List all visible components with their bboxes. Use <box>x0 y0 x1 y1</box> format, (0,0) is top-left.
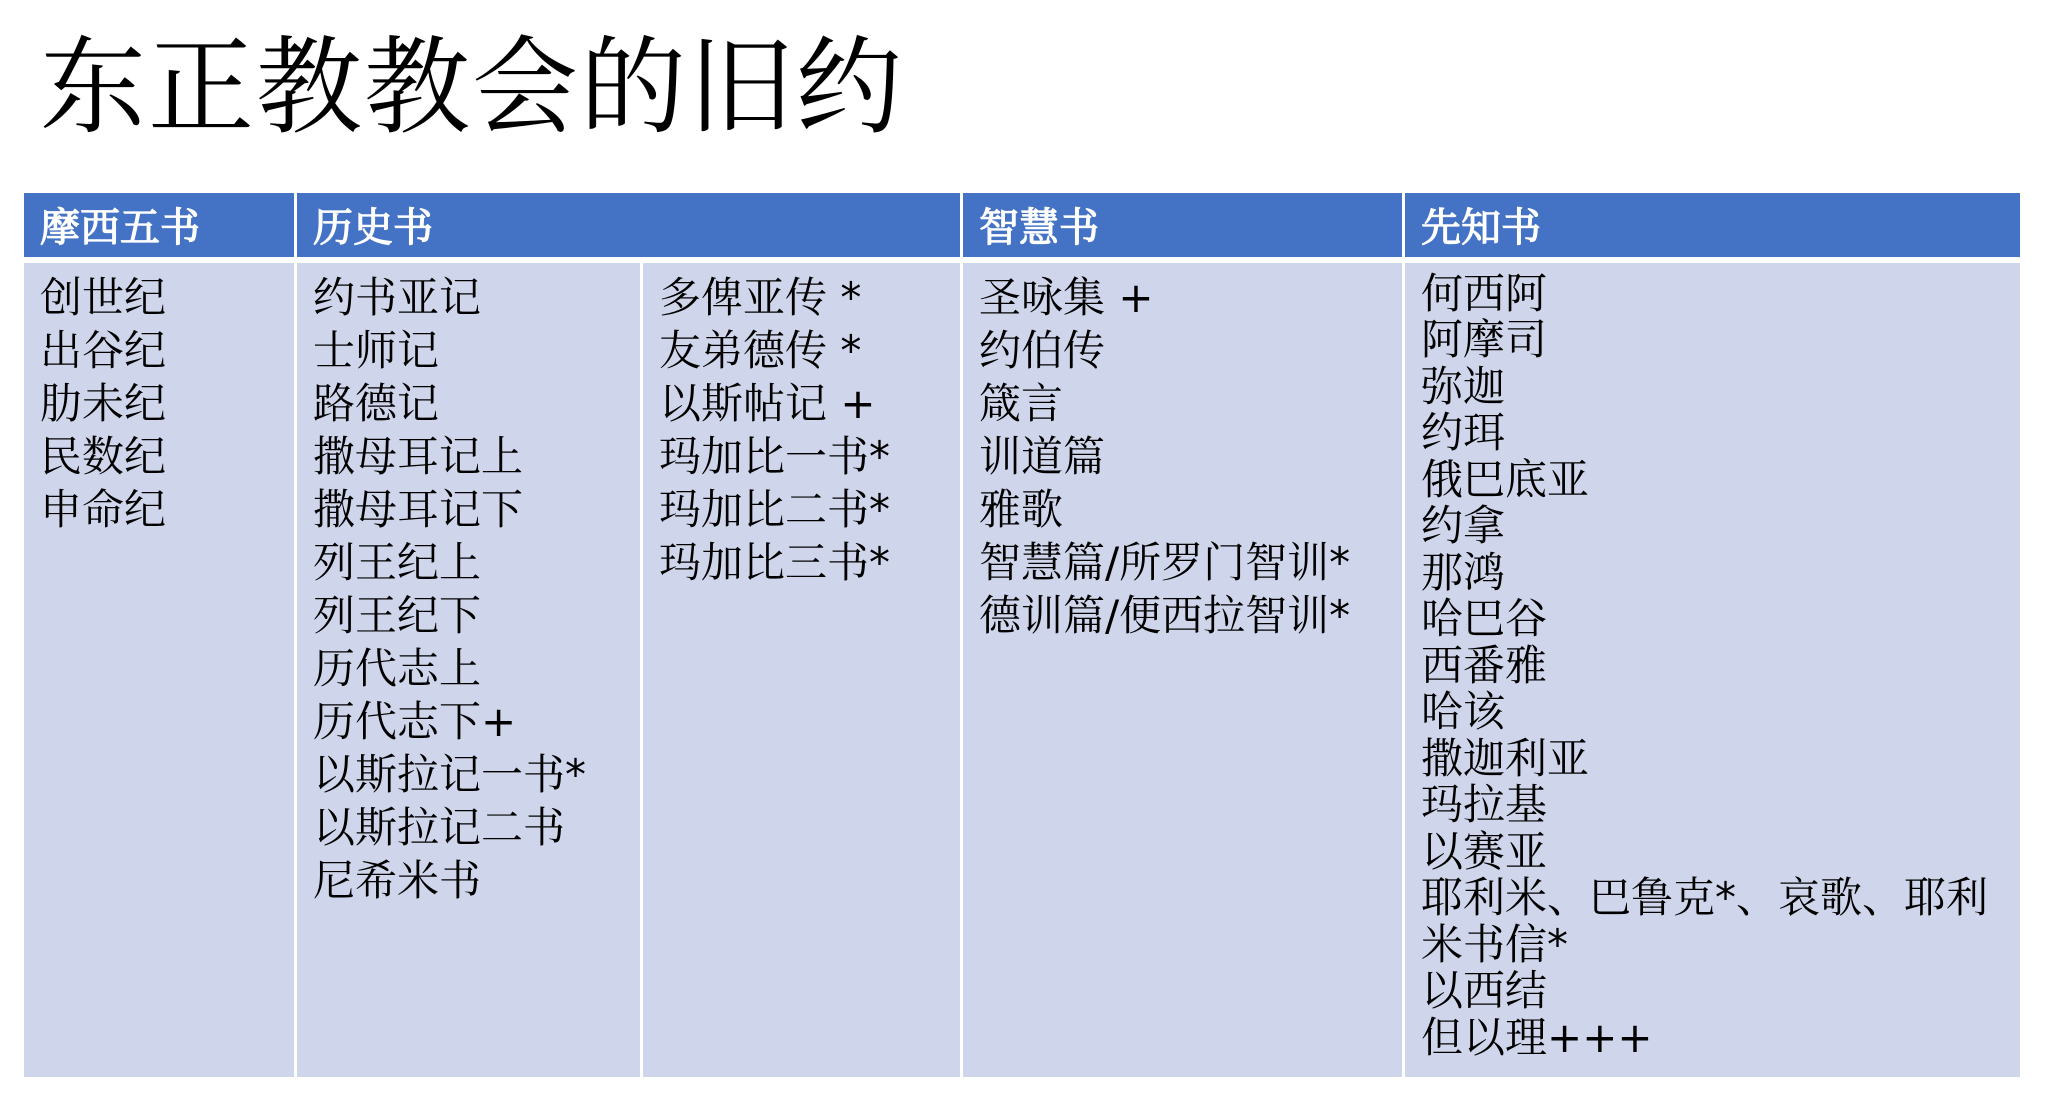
header-prophets: 先知书 <box>1404 192 2022 260</box>
header-pentateuch: 摩西五书 <box>23 192 296 260</box>
book-item: 阿摩司 <box>1421 315 1548 364</box>
book-item: 但以理+++ <box>1421 1012 1653 1062</box>
book-item: 申命纪 <box>40 484 167 534</box>
book-item: 德训篇/便西拉智训* <box>979 590 1351 640</box>
cell-history-a <box>296 260 642 1079</box>
book-item: 约书亚记 <box>313 272 482 322</box>
table-row <box>23 260 2022 1079</box>
book-item: 玛加比二书* <box>659 484 891 534</box>
book-item: 以赛亚 <box>1421 826 1548 876</box>
prophets-list <box>1421 268 2010 1062</box>
book-item: 以斯拉记一书* <box>313 749 587 799</box>
book-item: 友弟德传 * <box>659 325 862 375</box>
book-item: 多俾亚传 * <box>659 272 862 322</box>
book-item: 历代志上 <box>313 643 482 693</box>
canon-table <box>21 190 2023 1080</box>
book-item: 箴言 <box>979 378 1064 428</box>
book-item: 士师记 <box>313 325 440 375</box>
book-item: 俄巴底亚 <box>1421 454 1590 504</box>
book-item: 约拿 <box>1421 501 1506 550</box>
book-item: 玛拉基 <box>1421 780 1548 829</box>
book-item: 列王纪上 <box>313 537 482 587</box>
book-item: 撒母耳记上 <box>313 431 524 481</box>
book-item: 圣咏集 + <box>979 272 1154 322</box>
wisdom-list <box>979 271 1392 642</box>
cell-wisdom <box>962 260 1404 1079</box>
cell-history-b <box>642 260 962 1079</box>
header-history: 历史书 <box>296 192 962 260</box>
book-item: 雅歌 <box>979 484 1064 534</box>
book-item: 玛加比一书* <box>659 431 891 481</box>
book-item: 约伯传 <box>979 325 1106 375</box>
book-item: 何西阿 <box>1421 268 1548 318</box>
book-item: 玛加比三书* <box>659 537 891 587</box>
book-item: 列王纪下 <box>313 590 482 640</box>
book-item: 西番雅 <box>1421 640 1548 690</box>
pentateuch-list <box>40 271 284 536</box>
book-item: 创世纪 <box>40 272 167 322</box>
book-item: 训道篇 <box>979 431 1106 481</box>
header-row <box>23 192 2022 260</box>
cell-pentateuch <box>23 260 296 1079</box>
book-item: 出谷纪 <box>40 325 167 375</box>
header-wisdom: 智慧书 <box>962 192 1404 260</box>
book-item: 历代志下+ <box>313 696 517 746</box>
page-title: 东正教教会的旧约 <box>40 26 904 149</box>
book-item: 以斯拉记二书 <box>313 802 566 852</box>
book-item: 智慧篇/所罗门智训* <box>979 537 1351 587</box>
history-list-a <box>313 271 630 907</box>
book-item: 撒母耳记下 <box>313 484 524 534</box>
book-item: 以西结 <box>1421 966 1548 1015</box>
cell-prophets <box>1404 260 2022 1079</box>
book-item: 以斯帖记 + <box>659 378 876 428</box>
book-item: 弥迦 <box>1421 361 1506 411</box>
book-item: 民数纪 <box>40 431 167 481</box>
history-list-b <box>659 271 950 589</box>
book-item: 那鸿 <box>1421 547 1506 597</box>
book-item: 约珥 <box>1421 408 1506 457</box>
book-item: 路德记 <box>313 378 440 428</box>
book-item: 撒迦利亚 <box>1421 733 1590 783</box>
book-item: 耶利米、巴鲁克*、哀歌、耶利米书信* <box>1421 873 1989 969</box>
book-item: 尼希米书 <box>313 855 482 905</box>
book-item: 肋未纪 <box>40 378 167 428</box>
book-item: 哈巴谷 <box>1421 594 1548 643</box>
book-item: 哈该 <box>1421 687 1506 736</box>
